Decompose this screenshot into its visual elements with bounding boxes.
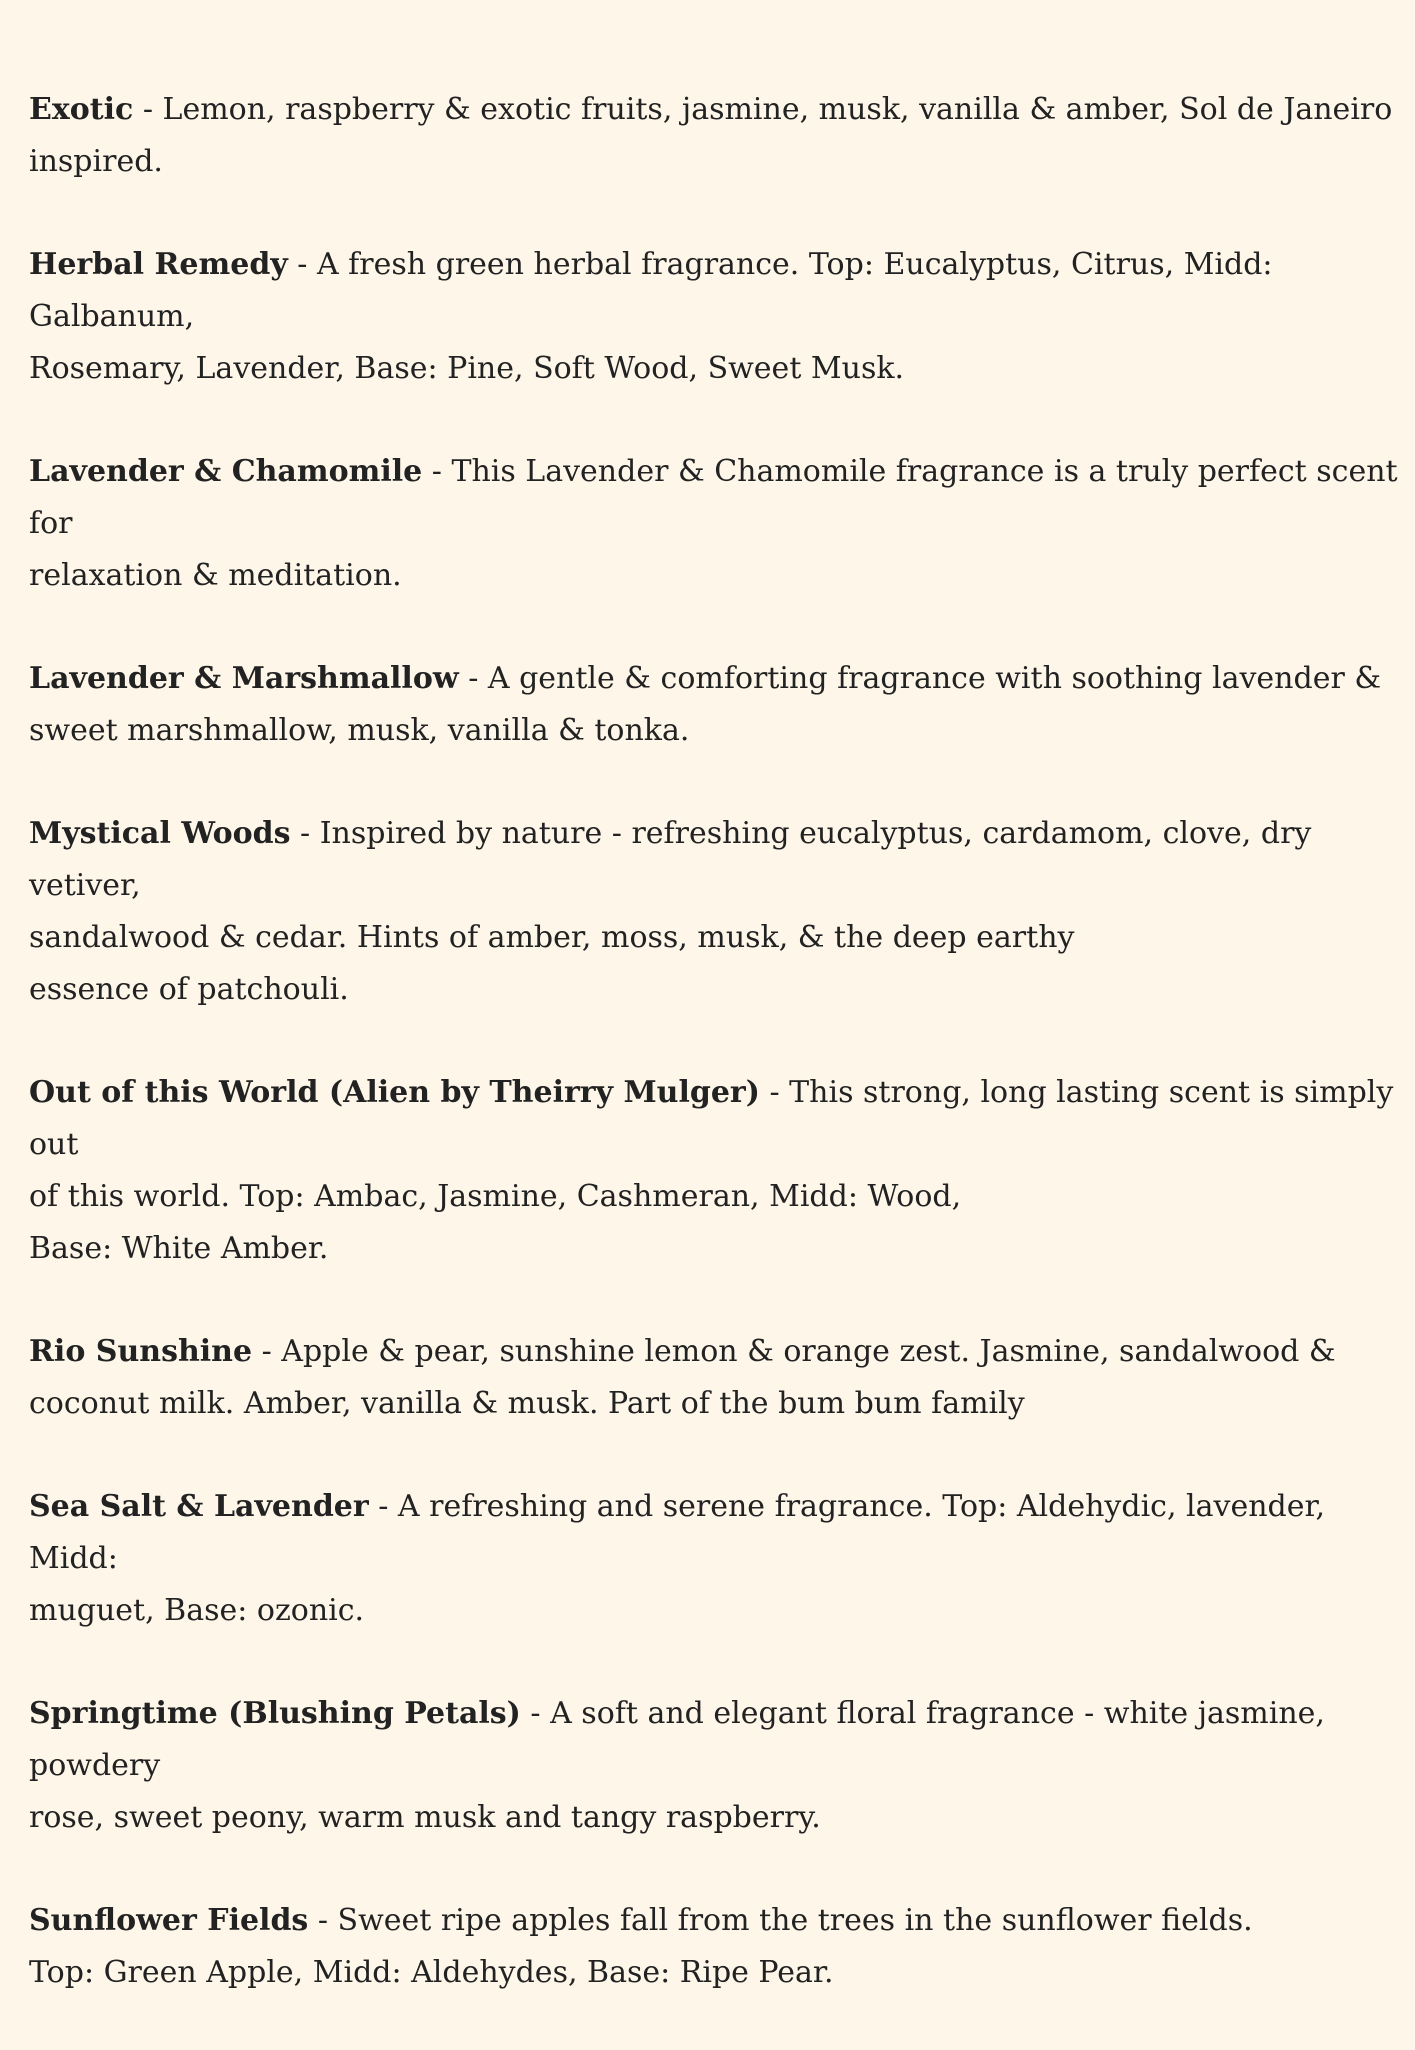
- fragrance-line: [29, 84, 1399, 136]
- fragrance-description: coconut milk. Amber, vanilla & musk. Part of the bum bum family: [29, 1386, 1025, 1421]
- fragrance-line: [29, 1326, 1399, 1378]
- fragrance-list: [29, 84, 1399, 2050]
- separator: -: [368, 1489, 398, 1524]
- fragrance-line: [29, 1688, 1399, 1792]
- fragrance-name: Herbal Remedy: [29, 247, 288, 282]
- separator: -: [308, 1903, 338, 1938]
- fragrance-description: sandalwood & cedar. Hints of amber, moss, musk, & the deep earthy: [29, 920, 1075, 955]
- separator: -: [290, 816, 320, 851]
- fragrance-entry-sunflower-fields: [29, 1895, 1399, 1999]
- fragrance-entry-lavender-marshmallow: [29, 653, 1399, 757]
- fragrance-description: A fresh green herbal fragrance. Top: Eucalyptus, Citrus, Midd: Galbanum,: [29, 247, 1273, 334]
- fragrance-line: [29, 1067, 1399, 1171]
- fragrance-name: Rio Sunshine: [29, 1334, 253, 1369]
- fragrance-description: rose, sweet peony, warm musk and tangy raspberry.: [29, 1800, 821, 1835]
- fragrance-description: essence of patchouli.: [29, 972, 349, 1007]
- fragrance-description: A refreshing and serene fragrance. Top: Aldehydic, lavender, Midd:: [29, 1489, 1326, 1576]
- separator: -: [759, 1075, 790, 1110]
- fragrance-line: [29, 239, 1399, 343]
- fragrance-description: Base: White Amber.: [29, 1231, 329, 1266]
- fragrance-name: Springtime (Blushing Petals): [29, 1696, 521, 1731]
- fragrance-name: Sea Salt & Lavender: [29, 1489, 369, 1524]
- separator: -: [520, 1696, 551, 1731]
- separator: -: [422, 454, 452, 489]
- separator: -: [133, 92, 163, 127]
- fragrance-entry-sea-salt-lavender: [29, 1481, 1399, 1637]
- fragrance-description: of this world. Top: Ambac, Jasmine, Cashmeran, Midd: Wood,: [29, 1179, 962, 1214]
- fragrance-description: This Lavender & Chamomile fragrance is a truly perfect scent for: [29, 454, 1398, 541]
- fragrance-line: [29, 446, 1399, 550]
- fragrance-line: [29, 1481, 1399, 1585]
- fragrance-description: Lemon, raspberry & exotic fruits, jasmine, musk, vanilla & amber, Sol de Janeiro: [162, 92, 1393, 127]
- fragrance-description: Sweet ripe apples fall from the trees in the sunflower fields.: [337, 1903, 1253, 1938]
- fragrance-name: Sunflower Fields: [29, 1903, 309, 1938]
- fragrance-description: sweet marshmallow, musk, vanilla & tonka.: [29, 713, 690, 748]
- fragrance-line: [29, 808, 1399, 912]
- separator: -: [252, 1334, 282, 1369]
- fragrance-entry-out-of-this-world: [29, 1067, 1399, 1275]
- fragrance-name: Lavender & Marshmallow: [29, 661, 459, 696]
- fragrance-description: Inspired by nature - refreshing eucalyptus, cardamom, clove, dry vetiver,: [29, 816, 1312, 903]
- fragrance-description: muguet, Base: ozonic.: [29, 1593, 365, 1628]
- fragrance-entry-rio-sunshine: [29, 1326, 1399, 1430]
- fragrance-entry-exotic: [29, 84, 1399, 188]
- fragrance-description: Top: Green Apple, Midd: Aldehydes, Base: Ripe Pear.: [29, 1955, 834, 1990]
- fragrance-description: A soft and elegant floral fragrance - white jasmine, powdery: [29, 1696, 1325, 1783]
- fragrance-line: [29, 1895, 1399, 1947]
- fragrance-name: Mystical Woods: [29, 816, 291, 851]
- fragrance-entry-springtime: [29, 1688, 1399, 1844]
- fragrance-description: Rosemary, Lavender, Base: Pine, Soft Wood, Sweet Musk.: [29, 351, 905, 386]
- separator: -: [458, 661, 488, 696]
- fragrance-name: Out of this World (Alien by Theirry Mulger): [29, 1075, 760, 1110]
- fragrance-description: Apple & pear, sunshine lemon & orange zest. Jasmine, sandalwood &: [281, 1334, 1336, 1369]
- fragrance-entry-herbal-remedy: [29, 239, 1399, 395]
- fragrance-description: relaxation & meditation.: [29, 558, 402, 593]
- fragrance-line: [29, 653, 1399, 705]
- fragrance-entry-lavender-chamomile: [29, 446, 1399, 602]
- fragrance-description: A gentle & comforting fragrance with soothing lavender &: [487, 661, 1382, 696]
- fragrance-entry-mystical-woods: [29, 808, 1399, 1016]
- fragrance-name: Exotic: [29, 92, 134, 127]
- fragrance-description: inspired.: [29, 144, 163, 179]
- separator: -: [287, 247, 317, 282]
- fragrance-name: Lavender & Chamomile: [29, 454, 423, 489]
- fragrance-description: This strong, long lasting scent is simply out: [29, 1075, 1394, 1162]
